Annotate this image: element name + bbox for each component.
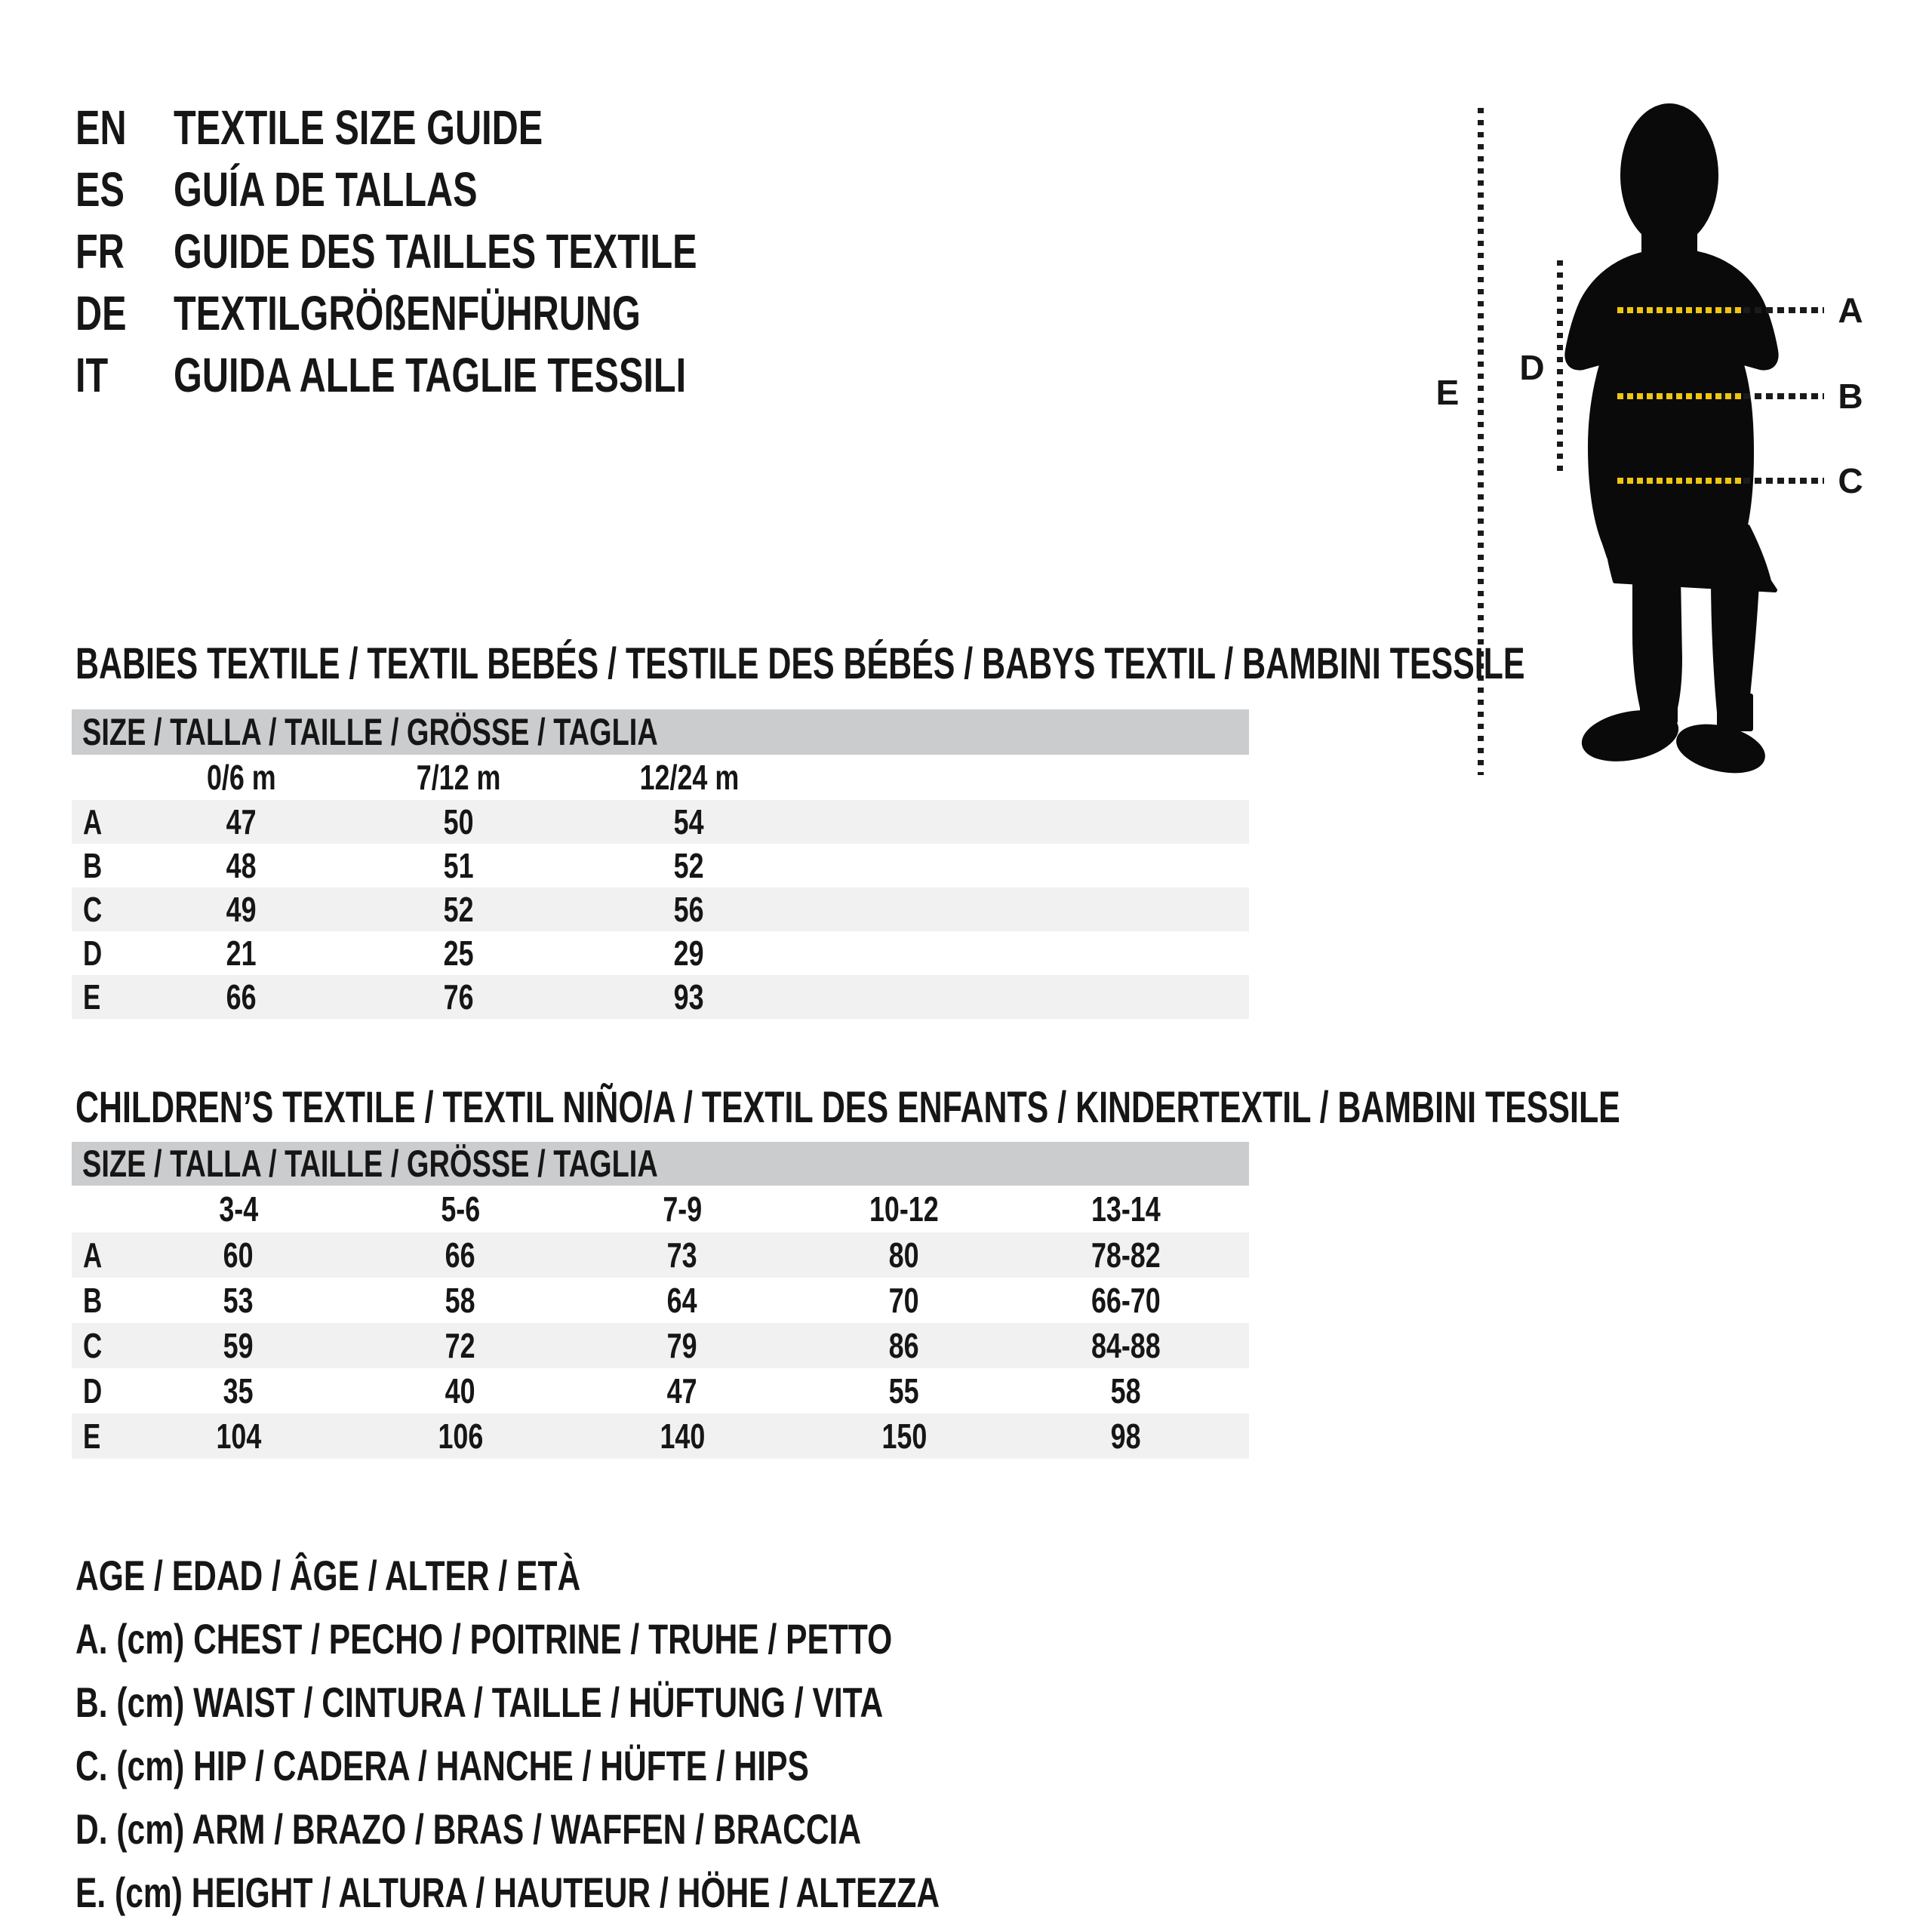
babies-size-header-text: SIZE / TALLA / TAILLE / GRÖSSE / TAGLIA [82,711,658,753]
cell-value: 73 [667,1235,697,1275]
cell-value: 76 [444,977,474,1017]
language-code: EN [75,100,127,155]
cell-value: 35 [223,1371,254,1411]
babies-section-title: BABIES TEXTILE / TEXTIL BEBÉS / TESTILE DES BÉBÉS / BABYS TEXTIL / BAMBINI TESSILE [75,639,1525,688]
cell-value: 64 [667,1281,697,1320]
cell-value: 49 [226,890,257,929]
cell-value: 93 [674,977,704,1017]
language-row-fr [0,220,1358,282]
children-row-A [72,1232,1249,1278]
cell-value: 53 [223,1281,254,1320]
cell-value: 66 [226,977,257,1017]
language-row-en [0,97,1358,158]
cell-value: 78-82 [1091,1235,1161,1275]
legend-waist-line: B. (cm) WAIST / CINTURA / TAILLE / HÜFTUNG / VITA [75,1678,884,1726]
cell-value: 66-70 [1091,1281,1161,1320]
children-size-header-text: SIZE / TALLA / TAILLE / GRÖSSE / TAGLIA [82,1143,658,1185]
children-col-3-4: 3-4 [219,1189,258,1229]
cell-value: 47 [226,802,257,841]
children-col-10-12: 10-12 [869,1189,939,1229]
cell-value: 106 [438,1417,483,1456]
row-label-D: D [83,1371,103,1411]
cell-value: 84-88 [1091,1326,1161,1365]
cell-value: 55 [889,1371,919,1411]
cell-value: 25 [444,934,474,973]
cell-value: 59 [223,1326,254,1365]
legend-arm-line: D. (cm) ARM / BRAZO / BRAS / WAFFEN / BRACCIA [75,1805,862,1853]
row-label-D: D [83,934,103,973]
children-row-E [72,1414,1249,1459]
cell-value: 66 [445,1235,475,1275]
children-row-C [72,1323,1249,1368]
legend-age-line: AGE / EDAD / ÂGE / ALTER / ETÀ [75,1552,581,1599]
cell-value: 104 [216,1417,261,1456]
guide-title-it: GUIDA ALLE TAGLIE TESSILI [174,348,687,402]
children-col-7-9: 7-9 [663,1189,702,1229]
cell-value: 21 [226,934,257,973]
child-measurement-diagram [1419,60,1932,815]
label-waist-B: B [1838,377,1863,416]
children-size-header-bar [72,1142,1249,1186]
babies-row-C [72,888,1249,931]
cell-value: 47 [667,1371,697,1411]
guide-title-fr: GUIDE DES TAILLES TEXTILE [174,224,697,278]
language-row-it [0,344,1358,406]
row-label-A: A [83,802,103,841]
language-code: FR [75,224,125,278]
language-row-es [0,158,1358,220]
row-label-A: A [83,1235,103,1275]
row-label-B: B [83,1281,103,1320]
cell-value: 80 [889,1235,919,1275]
cell-value: 54 [674,802,704,841]
children-col-5-6: 5-6 [441,1189,480,1229]
guide-title-es: GUÍA DE TALLAS [174,162,478,217]
cell-value: 60 [223,1235,254,1275]
row-label-C: C [83,890,103,929]
label-height-E: E [1435,373,1460,412]
row-label-E: E [83,977,101,1017]
babies-col-7-12m: 7/12 m [417,758,501,797]
children-column-header-row [72,1186,1249,1232]
language-code: DE [75,286,127,340]
cell-value: 150 [881,1417,927,1456]
cell-value: 51 [444,846,474,885]
children-col-13-14: 13-14 [1091,1189,1161,1229]
legend-height-line: E. (cm) HEIGHT / ALTURA / HAUTEUR / HÖHE / ALTEZZA [75,1869,940,1916]
label-arm-D: D [1519,348,1545,387]
label-hip-C: C [1838,461,1863,500]
cell-value: 52 [444,890,474,929]
cell-value: 40 [445,1371,475,1411]
cell-value: 79 [667,1326,697,1365]
language-code: ES [75,162,125,217]
label-chest-A: A [1838,291,1863,330]
cell-value: 72 [445,1326,475,1365]
guide-title-en: TEXTILE SIZE GUIDE [174,100,543,155]
language-code: IT [75,348,109,402]
babies-size-header-bar [72,709,1249,755]
cell-value: 140 [660,1417,705,1456]
cell-value: 58 [445,1281,475,1320]
cell-value: 50 [444,802,474,841]
language-row-de [0,282,1358,344]
babies-row-B [72,844,1249,888]
row-label-B: B [83,846,103,885]
cell-value: 56 [674,890,704,929]
babies-row-A [72,800,1249,844]
cell-value: 70 [889,1281,919,1320]
babies-row-E [72,975,1249,1019]
children-section-title: CHILDREN’S TEXTILE / TEXTIL NIÑO/A / TEXTIL DES ENFANTS / KINDERTEXTIL / BAMBINI TESSILE [75,1083,1620,1132]
children-row-B [72,1278,1249,1323]
guide-title-de: TEXTILGRÖßENFÜHRUNG [174,286,641,340]
legend-hip-line: C. (cm) HIP / CADERA / HANCHE / HÜFTE / HIPS [75,1742,809,1789]
children-row-D [72,1368,1249,1414]
row-label-C: C [83,1326,103,1365]
cell-value: 58 [1111,1371,1141,1411]
cell-value: 29 [674,934,704,973]
babies-row-D [72,931,1249,975]
babies-col-12-24m: 12/24 m [639,758,739,797]
babies-column-header-row [72,755,1249,800]
row-label-E: E [83,1417,101,1456]
babies-col-0-6m: 0/6 m [207,758,276,797]
cell-value: 86 [889,1326,919,1365]
cell-value: 52 [674,846,704,885]
cell-value: 98 [1111,1417,1141,1456]
legend-chest-line: A. (cm) CHEST / PECHO / POITRINE / TRUHE / PETTO [75,1615,893,1663]
cell-value: 48 [226,846,257,885]
